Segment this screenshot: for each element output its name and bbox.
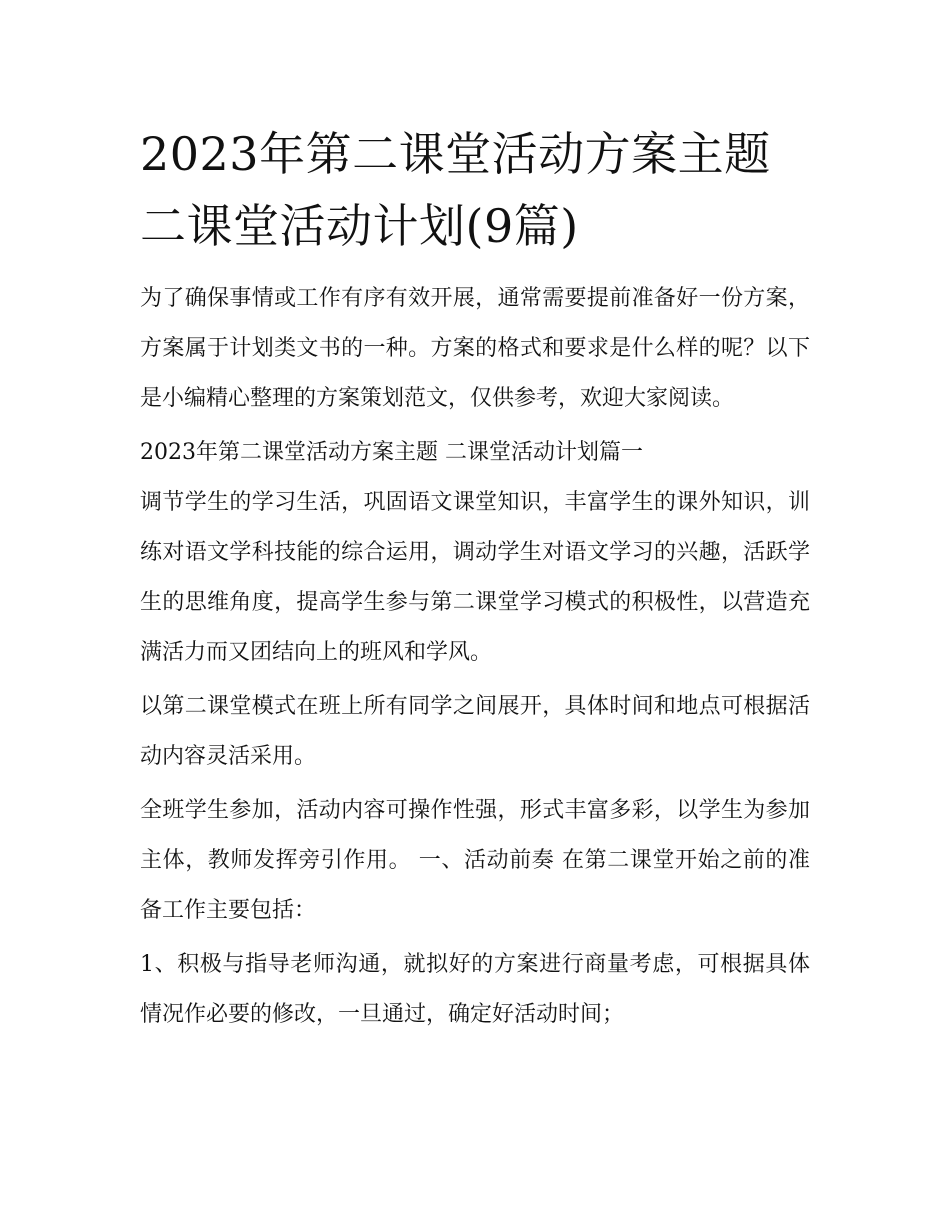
intro-paragraph: 为了确保事情或工作有序有效开展，通常需要提前准备好一份方案，方案属于计划类文书的一种。方案的格式和要求是什么样的呢？以下是小编精心整理的方案策划范文，仅供参考，欢迎大家阅读。 <box>140 286 810 411</box>
title-line-1: 2023年第二课堂活动方案主题 <box>140 127 771 181</box>
body-paragraph-scope: 以第二课堂模式在班上所有同学之间展开，具体时间和地点可根据活动内容灵活采用。 <box>140 694 810 769</box>
body-paragraph-participants: 全班学生参加，活动内容可操作性强，形式丰富多彩，以学生为参加主体，教师发挥旁引作用。 一、活动前奏 在第二课堂开始之前的准备工作主要包括： <box>140 798 810 923</box>
document-title <box>140 118 810 262</box>
title-line-2: 二课堂活动计划(9篇) <box>140 199 579 253</box>
section-heading: 2023年第二课堂活动方案主题 二课堂活动计划篇一 <box>140 440 643 465</box>
body-paragraph-purpose: 调节学生的学习生活，巩固语文课堂知识，丰富学生的课外知识，训练对语文学科技能的综合运用，调动学生对语文学习的兴趣，活跃学生的思维角度，提高学生参与第二课堂学习模式的积极性，以营造充满活力而又团结向上的班风和学风。 <box>140 490 810 665</box>
body-paragraph-step-1: 1、积极与指导老师沟通，就拟好的方案进行商量考虑，可根据具体情况作必要的修改，一旦通过，确定好活动时间； <box>140 952 810 1027</box>
